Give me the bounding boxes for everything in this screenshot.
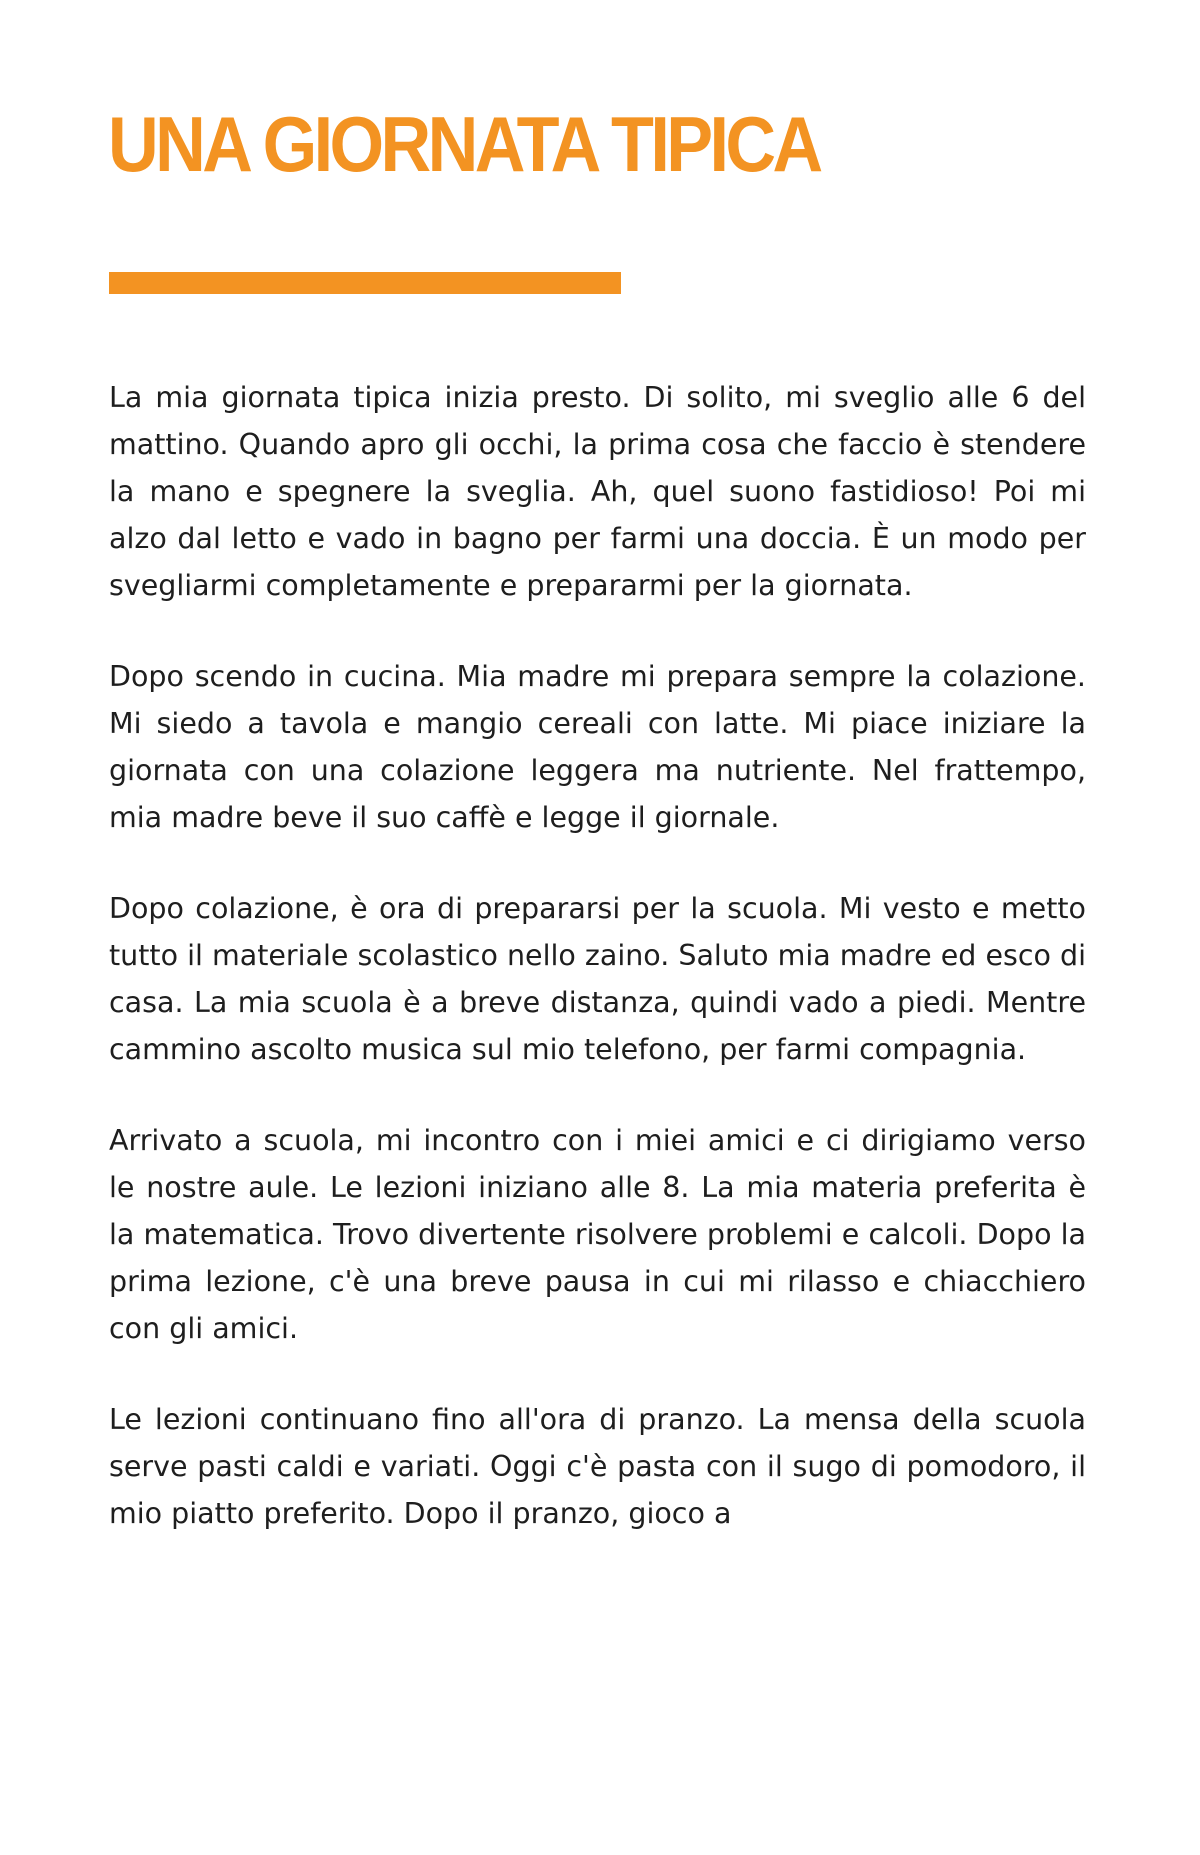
paragraph-4: Arrivato a scuola, mi incontro con i miei amici e ci dirigiamo verso le nostre aule. Le lezioni iniziano alle 8. La mia materia preferita è la matematica. Trovo divertente risolvere problemi e calcoli. Dopo la prima lezione, c'è una breve pausa in cui mi rilasso e chiacchiero con gli amici. [109,1124,1086,1345]
paragraph-2: Dopo scendo in cucina. Mia madre mi prepara sempre la colazione. Mi siedo a tavola e mangio cereali con latte. Mi piace iniziare la giornata con una colazione leggera ma nutriente. Nel frattempo, mia madre beve il suo caffè e legge il giornale. [109,660,1086,834]
paragraph-1: La mia giornata tipica inizia presto. Di solito, mi sveglio alle 6 del mattino. Quando apro gli occhi, la prima cosa che faccio è stendere la mano e spegnere la sveglia. Ah, quel suono fastidioso! Poi mi alzo dal letto e vado in bagno per farmi una doccia. È un modo per svegliarmi completamente e prepararmi per la giornata. [109,381,1086,602]
paragraph-5: Le lezioni continuano fino all'ora di pranzo. La mensa della scuola serve pasti caldi e variati. Oggi c'è pasta con il sugo di pomodoro, il mio piatto preferito. Dopo il pranzo, gioco a [109,1403,1086,1530]
page-title: UNA GIORNATA TIPICA [108,100,820,188]
title-underline-divider [109,272,621,294]
article-body [109,374,1086,1537]
paragraph-3: Dopo colazione, è ora di prepararsi per la scuola. Mi vesto e metto tutto il materiale scolastico nello zaino. Saluto mia madre ed esco di casa. La mia scuola è a breve distanza, quindi vado a piedi. Mentre cammino ascolto musica sul mio telefono, per farmi compagnia. [109,892,1087,1066]
